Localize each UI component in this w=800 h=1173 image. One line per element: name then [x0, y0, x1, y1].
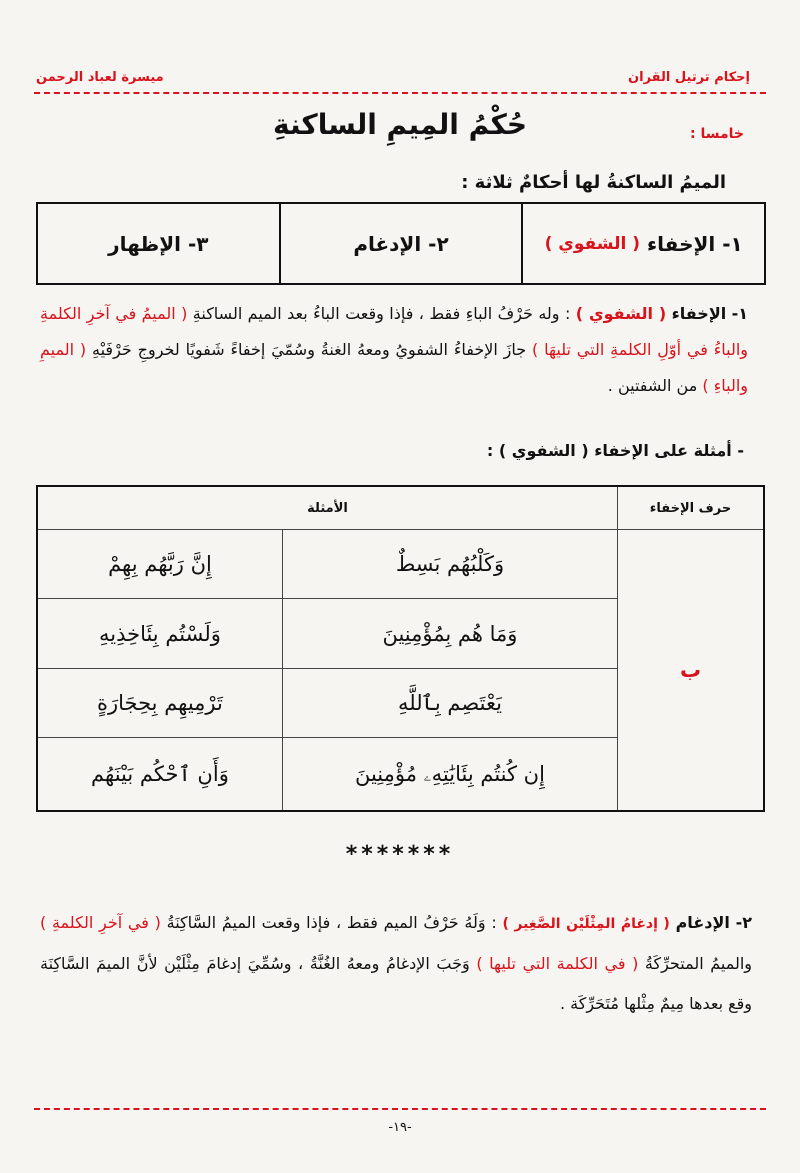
header-subtitle: ميسرة لعباد الرحمن [36, 70, 164, 85]
header-divider [34, 92, 766, 94]
page-title: حُكْمُ المِيمِ الساكنةِ [273, 108, 527, 141]
example-cell: يَعْتَصِم بِٱللَّهِ [282, 668, 617, 737]
section-number: خامسا : [690, 126, 744, 142]
examples-heading: - أمثلة على الإخفاء ( الشفوي ) : [486, 441, 744, 460]
header-book-title: إحكام ترتيل القران [628, 70, 750, 85]
rule-ikhfa: ١- الإخفاء ( الشفوي ) [544, 231, 743, 256]
example-cell: إِن كُنتُم بِئَايَٰتِهِۦ مُؤْمِنِينَ [282, 738, 617, 811]
ikhfa-letter: ب [618, 530, 765, 812]
example-cell: وَكَلْبُهُم بَسِطٌ [282, 530, 617, 599]
ikhfa-paragraph: ١- الإخفاء ( الشفوي ) : وله حَرْفُ الباءِ فقط ، فإذا وقعت الباءُ بعد الميم الساكنةِ ( الميمُ في آخرِ الكلمةِ والباءُ في أوّلِ الكلمةِ التي تليهَا ) جازَ الإخفاءُ الشفويُ ومعهُ الغنةُ وسُمّيَ إخفاءً شَفويًا لخروجِ حَرْفَيْهِ ( الميمِ والباءِ ) من الشفتين . [40, 304, 749, 395]
table-row [37, 530, 764, 599]
rules-box [36, 202, 766, 285]
footer-divider [34, 1108, 766, 1110]
idgham-paragraph: ٢- الإدغام ( إدغامُ المِثْلَيْن الصَّغِير ) : وَلَهُ حَرْفُ الميم فقط ، فإذا وقعت الميمُ السَّاكِنَةُ ( في آخرِ الكلمةِ ) والميمُ المتحرِّكَةُ ( في الكلمة التي تليها ) وَجَبَ الإدغامُ ومعهُ الغُنَّةُ ، وسُمِّيَ إدغامَ مِثْلَيْن لأنَّ الميمَ السَّاكِنَة وقع بعدها مِيمٌ مِثْلها مُتَحَرِّكَة . [40, 913, 753, 1013]
section-intro: الميمُ الساكنةُ لها أحكامٌ ثلاثة : [461, 172, 726, 193]
example-cell: وَلَسْتُم بِئَاخِذِيهِ [37, 599, 282, 668]
header-letter: حرف الإخفاء [618, 486, 765, 530]
page-number: -١٩- [388, 1120, 412, 1135]
rule-idgham: ٢- الإدغام [281, 204, 524, 283]
example-cell: وَمَا هُم بِمُؤْمِنِينَ [282, 599, 617, 668]
example-cell: تَرْمِيهِم بِحِجَارَةٍ [37, 668, 282, 737]
example-cell: وَأَنِ ٱحْكُم بَيْنَهُم [37, 738, 282, 811]
examples-table [36, 485, 765, 812]
example-cell: إِنَّ رَبَّهُم بِهِمْ [37, 530, 282, 599]
header-examples: الأمثلة [37, 486, 618, 530]
separator-stars: ******* [345, 842, 455, 867]
rule-izhar: ٣- الإظهار [38, 204, 281, 283]
